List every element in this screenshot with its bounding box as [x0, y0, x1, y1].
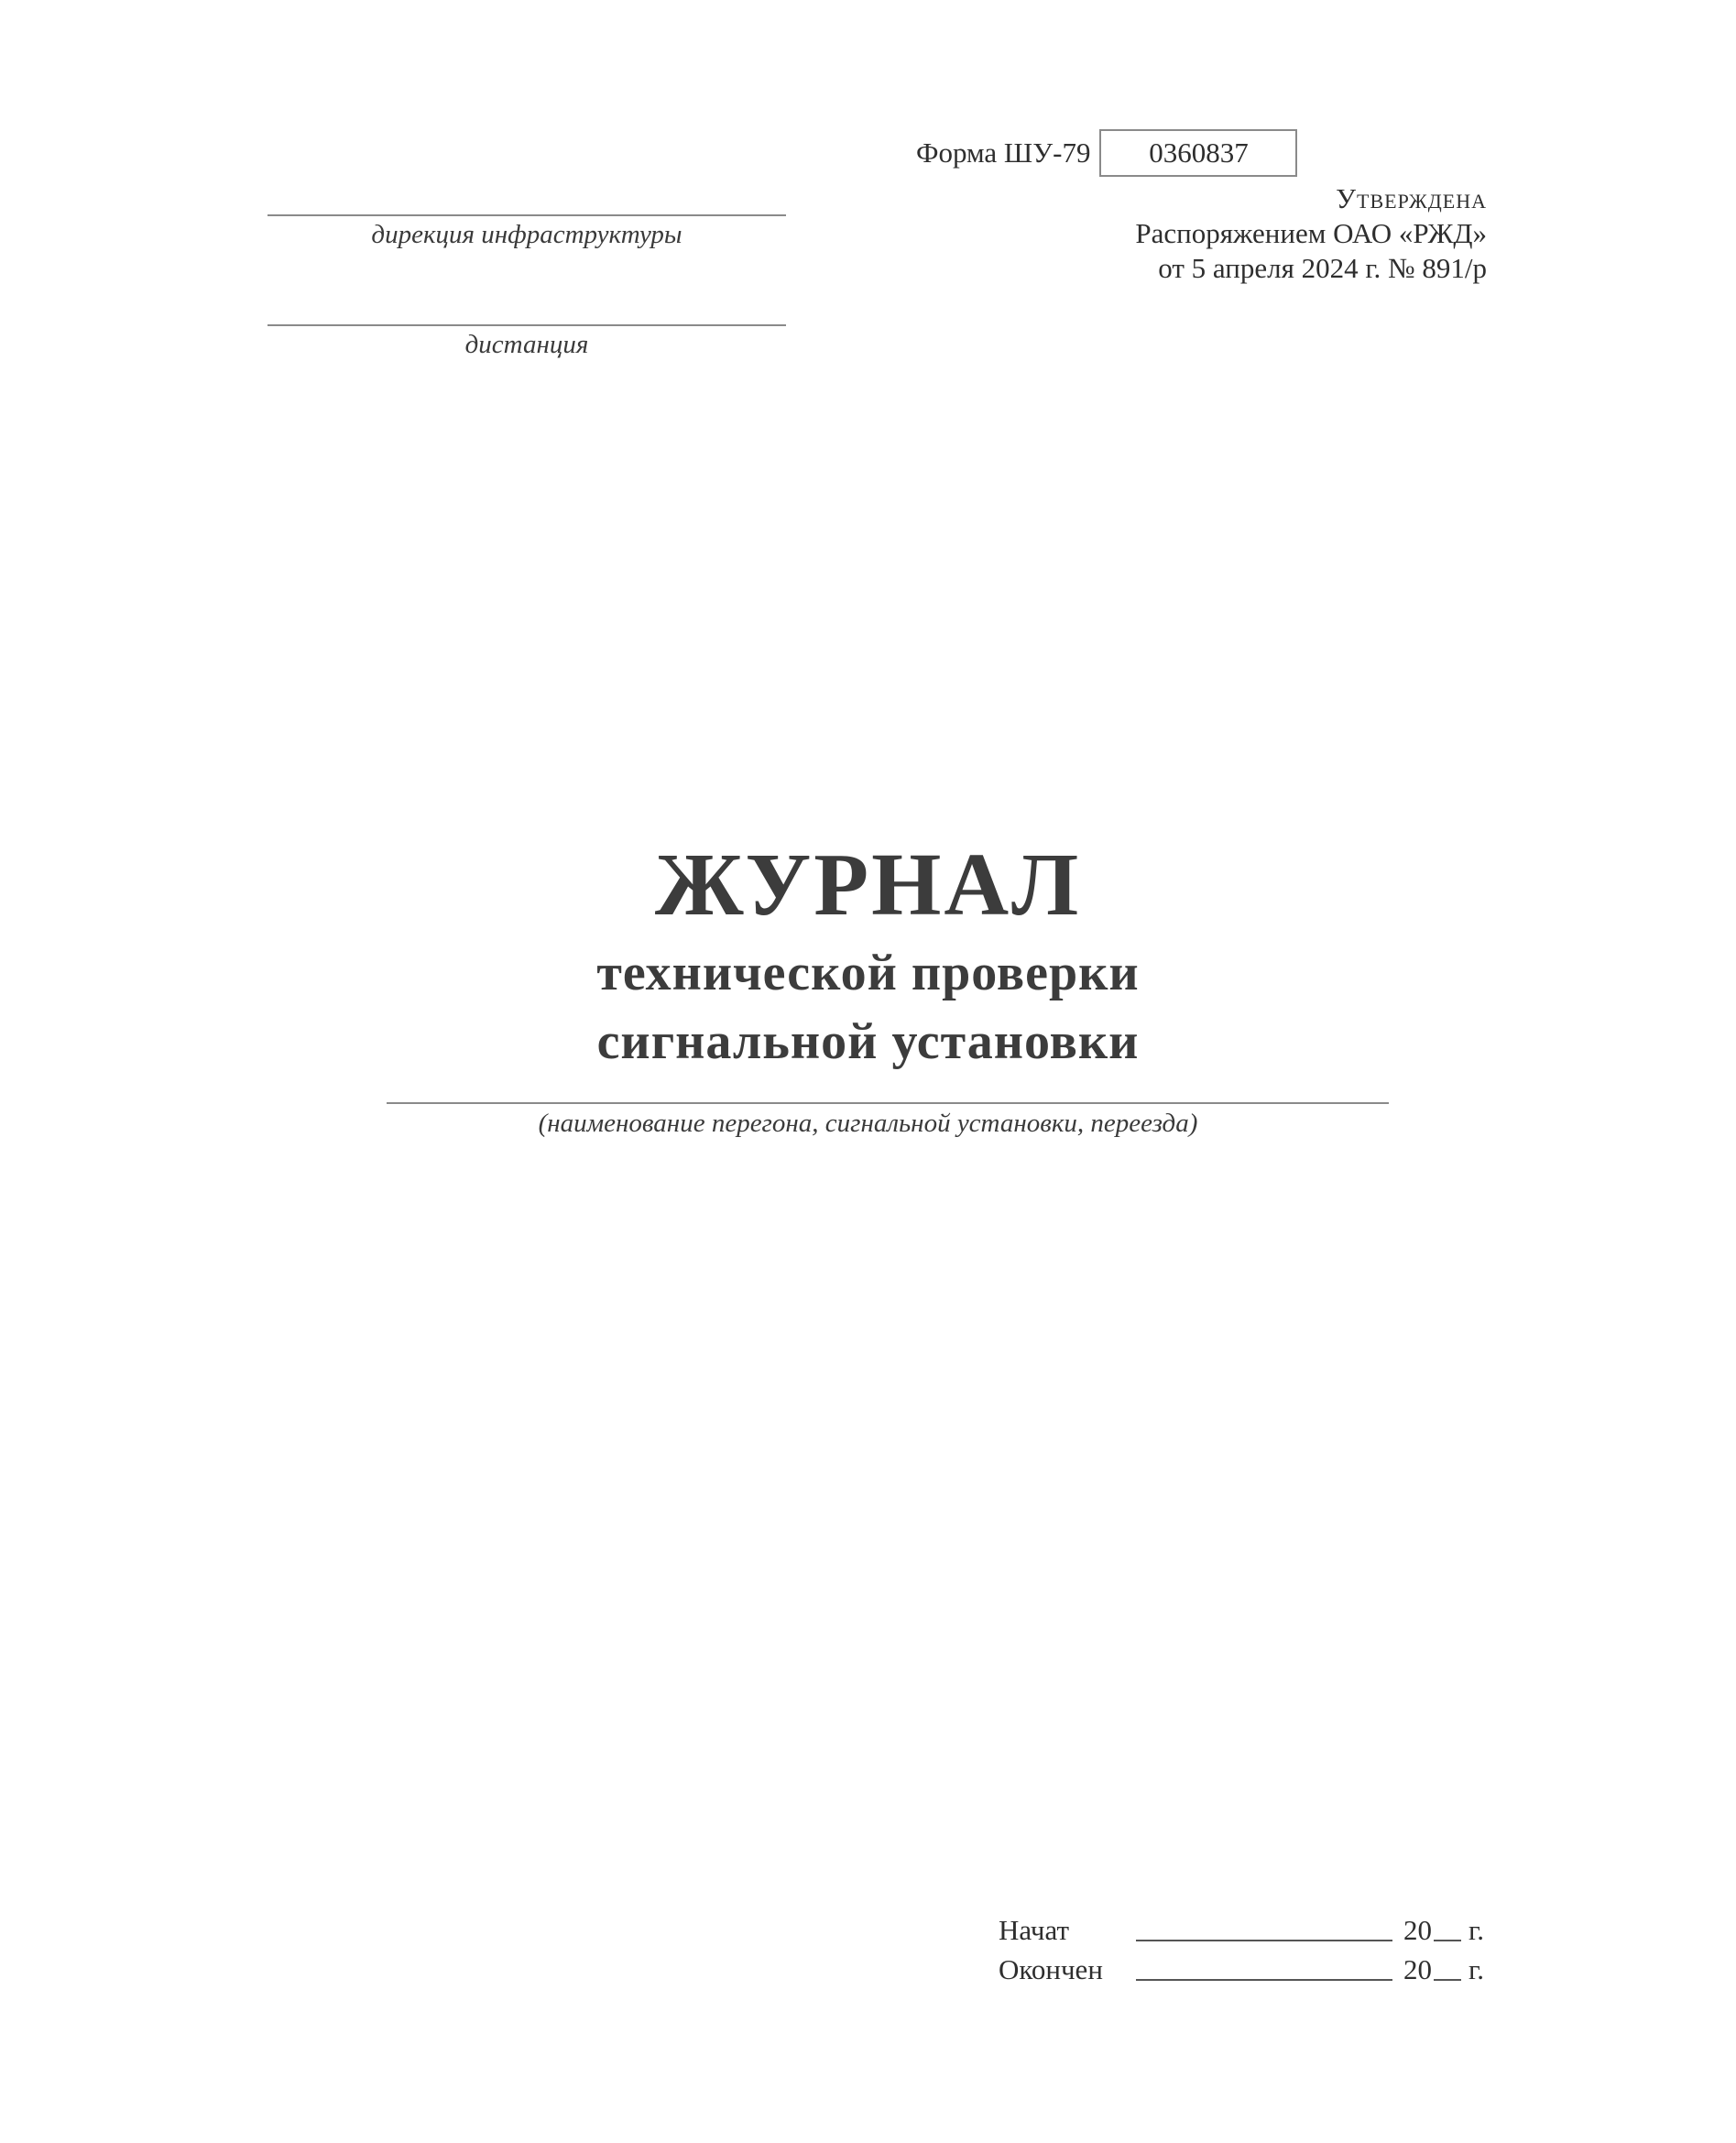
form-identifier [916, 128, 1297, 178]
finished-year-blank [1434, 1979, 1461, 1981]
finished-date-row [999, 1950, 1484, 1986]
directorate-blank-line [267, 214, 786, 216]
distance-blank-line [267, 324, 786, 326]
started-date-row [999, 1910, 1484, 1947]
journal-subtitle-line1: технической проверки [596, 945, 1140, 1001]
approval-date: от 5 апреля 2024 г. № 891/р [1158, 252, 1487, 284]
finished-year-suffix: г. [1469, 1953, 1484, 1985]
started-year-suffix: г. [1469, 1914, 1484, 1946]
distance-caption: дистанция [464, 330, 589, 359]
started-label: Начат [999, 1914, 1070, 1946]
finished-date-blank [1136, 1979, 1392, 1981]
finished-label: Окончен [999, 1953, 1103, 1985]
journal-title: ЖУРНАЛ [654, 836, 1082, 935]
directorate-caption: дирекция инфраструктуры [371, 220, 682, 249]
finished-year-prefix: 20 [1403, 1953, 1432, 1985]
form-label: Форма ШУ-79 [916, 137, 1091, 169]
name-caption: (наименование перегона, сигнальной установки, переезда) [538, 1109, 1198, 1138]
started-year-prefix: 20 [1403, 1914, 1432, 1946]
journal-subtitle-line2: сигнальной установки [596, 1013, 1140, 1070]
approval-order: Распоряжением ОАО «РЖД» [1135, 217, 1487, 249]
form-number-box [1099, 129, 1297, 177]
approval-block [1135, 181, 1487, 286]
form-number: 0360837 [1149, 137, 1249, 169]
started-year-blank [1434, 1940, 1461, 1941]
name-blank-line [387, 1102, 1389, 1104]
started-date-blank [1136, 1940, 1392, 1941]
approval-status: Утверждена [1336, 182, 1487, 214]
